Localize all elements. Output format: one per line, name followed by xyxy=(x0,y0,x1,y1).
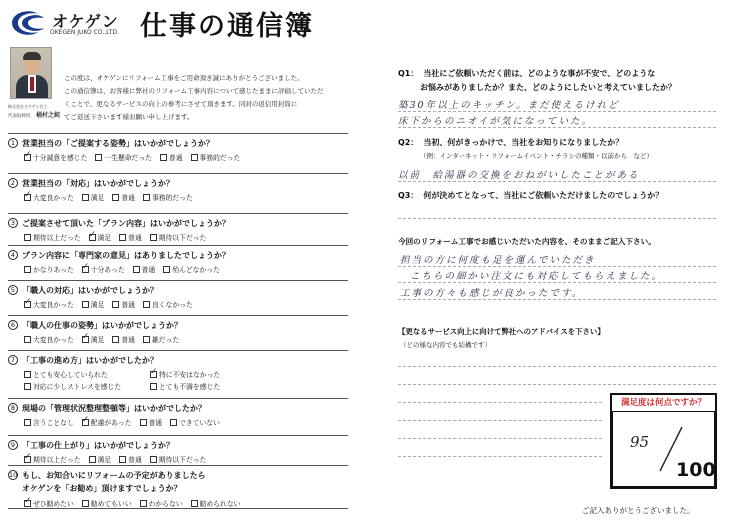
answer-option[interactable] xyxy=(24,152,87,162)
checked-checkbox[interactable] xyxy=(24,154,31,161)
option-label: 普通 xyxy=(128,456,142,464)
question-text: 現場の「管理状況整理整頓等」はいかがでしたか？ xyxy=(22,404,206,413)
answer-option[interactable] xyxy=(133,264,156,274)
satisfaction-max: 100 xyxy=(676,459,716,481)
company-logo-subtitle: OKEGEN JUKO CO.,LTD. xyxy=(50,29,119,36)
answer-option[interactable] xyxy=(24,454,81,464)
question-title xyxy=(8,285,158,296)
option-label: 大変良かった xyxy=(33,194,74,202)
checkbox[interactable] xyxy=(170,419,177,426)
q3-text: 何が決めてとなって、当社にご依頼いただけましたのでしょうか？ xyxy=(423,191,664,200)
checked-checkbox[interactable] xyxy=(24,456,31,463)
checkbox[interactable] xyxy=(191,154,198,161)
answer-option[interactable] xyxy=(82,192,105,202)
q2-question xyxy=(398,137,623,148)
q2-example-text: （例：インターネット・リフォームイベント・チラシの種類・以前から など） xyxy=(420,152,653,160)
question-text: プラン内容に「専門家の意見」はありましたでしょうか？ xyxy=(22,251,230,260)
checkbox[interactable] xyxy=(112,336,119,343)
question-title xyxy=(8,355,158,366)
question-title xyxy=(8,138,214,149)
answer-option[interactable] xyxy=(24,232,81,242)
thank-you-text: ご記入ありがとうございました。 xyxy=(582,506,695,515)
answer-option[interactable] xyxy=(82,264,125,274)
option-row xyxy=(24,381,276,391)
answer-option[interactable] xyxy=(82,498,132,508)
option-row xyxy=(24,417,228,427)
option-label: 配慮があった xyxy=(90,419,132,427)
answer-option[interactable] xyxy=(24,498,74,508)
answer-option[interactable] xyxy=(191,498,241,508)
answer-option[interactable] xyxy=(24,381,142,391)
answer-option[interactable] xyxy=(150,369,268,379)
advice-prompt: 【更なるサービス向上に向けて弊社へのアドバイスを下さい】 xyxy=(398,327,605,336)
question-number: 6 xyxy=(8,320,18,330)
answer-option[interactable] xyxy=(112,334,135,344)
option-label: 殆んどなかった xyxy=(172,266,220,274)
checked-checkbox[interactable] xyxy=(24,194,31,201)
question-title xyxy=(8,178,174,189)
answer-option[interactable] xyxy=(82,299,105,309)
question-text-line2: オケゲンを「お勧め」頂けますでしょうか？ xyxy=(22,484,182,493)
impression-answer-line3[interactable]: 工事の方々も感じが良かったです。 xyxy=(400,288,584,299)
advice-subtext: （どの様な内容でも結構です） xyxy=(400,341,491,349)
question-number: 3 xyxy=(8,218,18,228)
answer-option[interactable] xyxy=(95,152,152,162)
checkbox[interactable] xyxy=(140,500,147,507)
checkbox[interactable] xyxy=(143,336,150,343)
question-title xyxy=(8,218,230,229)
option-label: 事務的だった xyxy=(199,154,241,162)
option-label: 期待以下だった xyxy=(158,456,207,464)
page-title: 仕事の通信簿 xyxy=(140,11,314,42)
checkbox[interactable] xyxy=(119,234,126,241)
answer-option[interactable] xyxy=(163,264,220,274)
option-label: かなりあった xyxy=(33,266,74,274)
answer-option[interactable] xyxy=(112,299,135,309)
q1-label: Q1： xyxy=(398,69,419,78)
answer-option[interactable] xyxy=(89,454,112,464)
checkbox[interactable] xyxy=(24,371,31,378)
option-label: 普通 xyxy=(141,266,156,274)
option-label: 十分あった xyxy=(90,266,125,274)
checked-checkbox[interactable] xyxy=(150,371,157,378)
answer-option[interactable] xyxy=(24,264,74,274)
answer-option[interactable] xyxy=(24,299,74,309)
option-row xyxy=(24,232,214,242)
option-label: 事務的だった xyxy=(151,194,193,202)
intro-line: この通信簿は、お客様に弊社のリフォーム工事内容について感じたままに評価していただ xyxy=(64,87,324,95)
question-text: 営業担当の「ご提案する姿勢」はいかがでしょうか？ xyxy=(22,139,214,148)
option-label: 大変良かった xyxy=(33,336,74,344)
option-row xyxy=(24,498,248,508)
checked-checkbox[interactable] xyxy=(82,266,89,273)
question-number: 1 xyxy=(8,138,18,148)
option-label: ぜひ勧めたい xyxy=(33,500,74,508)
answer-option[interactable] xyxy=(24,417,74,427)
company-logo-mark xyxy=(8,6,48,40)
checkbox[interactable] xyxy=(112,301,119,308)
option-row xyxy=(24,192,201,202)
option-label: 満足 xyxy=(90,301,105,309)
answer-option[interactable] xyxy=(24,334,74,344)
option-label: 普通 xyxy=(121,194,135,202)
impression-prompt: 今回のリフォーム工事でお感じいただいた内容を、そのままご記入下さい。 xyxy=(398,237,656,246)
answer-option[interactable] xyxy=(170,417,220,427)
question-title xyxy=(8,250,230,261)
option-label: 言うことなし xyxy=(33,419,74,427)
company-name-small: 株式会社オケゲン住工 xyxy=(8,104,48,109)
option-label: 普通 xyxy=(128,234,142,242)
impression-answer-line2[interactable]: こちらの細かい注文にも対応してもらえました。 xyxy=(410,271,664,282)
option-label: 満足 xyxy=(90,194,105,202)
question-title xyxy=(8,320,182,331)
option-row xyxy=(24,299,201,309)
q1-answer-line2[interactable]: 床下からのニオイが気になっていた。 xyxy=(398,116,594,127)
answer-option[interactable] xyxy=(119,232,142,242)
checkbox[interactable] xyxy=(140,419,147,426)
question-number: 9 xyxy=(8,440,18,450)
satisfaction-score[interactable]: 95 xyxy=(630,433,650,451)
checkbox[interactable] xyxy=(89,456,96,463)
answer-option[interactable] xyxy=(140,498,183,508)
option-label: 雑だった xyxy=(151,336,180,344)
option-label: とても安心していられた xyxy=(33,371,108,379)
question-number: 8 xyxy=(8,403,18,413)
q2-answer[interactable]: 以前 給湯器の交換をおねがいしたことがある xyxy=(398,170,640,181)
question-text: 「職人の仕事の姿勢」はいかがでしょうか？ xyxy=(22,321,182,330)
checked-checkbox[interactable] xyxy=(82,419,89,426)
checkbox[interactable] xyxy=(163,266,170,273)
checkbox[interactable] xyxy=(143,194,150,201)
representative-line xyxy=(8,110,60,119)
answer-option[interactable] xyxy=(150,381,268,391)
checkbox[interactable] xyxy=(82,194,89,201)
checkbox[interactable] xyxy=(150,383,157,390)
option-label: 普通 xyxy=(148,419,163,427)
q1-text-line1: 当社にご依頼いただく前は、どのような事が不安で、どのような xyxy=(423,69,656,78)
answer-option[interactable] xyxy=(143,334,179,344)
answer-option[interactable] xyxy=(24,192,74,202)
q3-label: Q3： xyxy=(398,191,419,200)
option-label: 特に不安はなかった xyxy=(159,371,221,379)
checkbox[interactable] xyxy=(24,336,31,343)
answer-option[interactable] xyxy=(82,334,105,344)
question-text: もし、お知合いにリフォームの予定がありましたら xyxy=(22,471,206,480)
q1-question xyxy=(398,68,655,79)
option-label: 勧めてもいい xyxy=(90,500,132,508)
q2-text: 当初、何がきっかけで、当社をお知りになりましたか？ xyxy=(423,138,624,147)
answer-option[interactable] xyxy=(191,152,241,162)
option-label: できていない xyxy=(179,419,220,427)
q2-label: Q2： xyxy=(398,138,419,147)
answer-option[interactable] xyxy=(24,369,142,379)
answer-option[interactable] xyxy=(82,417,132,427)
question-number: 10 xyxy=(9,471,18,479)
question-text: 「職人の対応」はいかがでしょうか？ xyxy=(22,286,158,295)
option-label: 大変良かった xyxy=(33,301,74,309)
option-label: 期待以上だった xyxy=(33,234,81,242)
answer-option[interactable] xyxy=(143,192,193,202)
option-label: 普通 xyxy=(121,301,135,309)
intro-line: くことで、更なるサービスの向上の参考にさせて頂きます。同封の返信用封筒に xyxy=(64,100,298,108)
checkbox[interactable] xyxy=(191,500,198,507)
impression-answer-line1[interactable]: 担当の方に何度も足を運んでいただき xyxy=(400,255,596,266)
question-number: 7 xyxy=(8,355,18,365)
answer-option[interactable] xyxy=(89,232,112,242)
checked-checkbox[interactable] xyxy=(24,301,31,308)
checkbox[interactable] xyxy=(133,266,140,273)
option-label: 普通 xyxy=(121,336,135,344)
option-label: とても不満を感じた xyxy=(159,383,221,391)
intro-text xyxy=(64,72,332,124)
checkbox[interactable] xyxy=(24,266,31,273)
question-number: 2 xyxy=(8,178,18,188)
question-number: 4 xyxy=(8,250,18,260)
option-label: 満足 xyxy=(97,456,112,464)
question-title xyxy=(8,440,174,451)
checked-checkbox[interactable] xyxy=(24,500,31,507)
question-text: ご提案させて頂いた「プラン内容」はいかがでしょうか？ xyxy=(22,219,230,228)
question-text: 「工事の進め方」はいかがでしたか？ xyxy=(22,356,158,365)
checkbox[interactable] xyxy=(160,154,167,161)
question-text: 「工事の仕上がり」はいかがでしょうか？ xyxy=(22,441,174,450)
option-label: 満足 xyxy=(97,234,112,242)
option-label: 満足 xyxy=(90,336,105,344)
option-label: 十分誠意を感じた xyxy=(33,154,88,162)
q3-question xyxy=(398,190,663,201)
checkbox[interactable] xyxy=(150,234,157,241)
q1-text-line2: お悩みがありましたか？また、どのようにしたいと考えていましたか？ xyxy=(420,83,676,92)
option-row xyxy=(24,334,187,344)
checkbox[interactable] xyxy=(24,419,31,426)
answer-option[interactable] xyxy=(160,152,183,162)
intro-line: この度は、オケゲンにリフォーム工事をご用命頂き誠にありがとうございました。 xyxy=(64,74,304,82)
option-label: 勧められない xyxy=(199,500,241,508)
answer-option[interactable] xyxy=(150,232,207,242)
checkbox[interactable] xyxy=(119,456,126,463)
intro-line: てご返送下さいます様お願い申し上げます。 xyxy=(64,113,194,121)
answer-option[interactable] xyxy=(119,454,142,464)
option-label: 対応に少しストレスを感じた xyxy=(33,383,122,391)
option-label: 一生懸命だった xyxy=(104,154,152,162)
answer-option[interactable] xyxy=(150,454,207,464)
question-title xyxy=(8,403,206,414)
checkbox[interactable] xyxy=(82,301,89,308)
option-label: 普通 xyxy=(168,154,183,162)
option-row xyxy=(24,454,214,464)
checkbox[interactable] xyxy=(143,301,150,308)
option-label: 期待以上だった xyxy=(33,456,81,464)
option-row xyxy=(24,152,248,162)
company-logo-name: オケゲン xyxy=(52,12,119,31)
checked-checkbox[interactable] xyxy=(89,234,96,241)
question-title xyxy=(8,470,206,481)
representative-photo xyxy=(10,47,52,99)
satisfaction-header: 満足度は何点ですか？ xyxy=(612,395,715,412)
option-row xyxy=(24,264,228,274)
checkbox[interactable] xyxy=(150,456,157,463)
checkbox[interactable] xyxy=(95,154,102,161)
option-label: 良くなかった xyxy=(151,301,193,309)
checkbox[interactable] xyxy=(82,500,89,507)
checkbox[interactable] xyxy=(24,383,31,390)
question-number: 5 xyxy=(8,285,18,295)
option-row xyxy=(24,369,276,379)
checked-checkbox[interactable] xyxy=(82,336,89,343)
option-label: わからない xyxy=(148,500,183,508)
checkbox[interactable] xyxy=(24,234,31,241)
representative-name: 桶村之純 xyxy=(35,112,60,119)
option-label: 期待以下だった xyxy=(158,234,207,242)
answer-option[interactable] xyxy=(112,192,135,202)
q1-answer-line1[interactable]: 築30年以上のキッチン。まだ使えるけれど xyxy=(398,100,620,111)
representative-title: 代表取締役 xyxy=(8,114,31,119)
checkbox[interactable] xyxy=(112,194,119,201)
answer-option[interactable] xyxy=(143,299,193,309)
answer-option[interactable] xyxy=(140,417,163,427)
question-text: 営業担当の「対応」はいかがでしょうか？ xyxy=(22,179,174,188)
